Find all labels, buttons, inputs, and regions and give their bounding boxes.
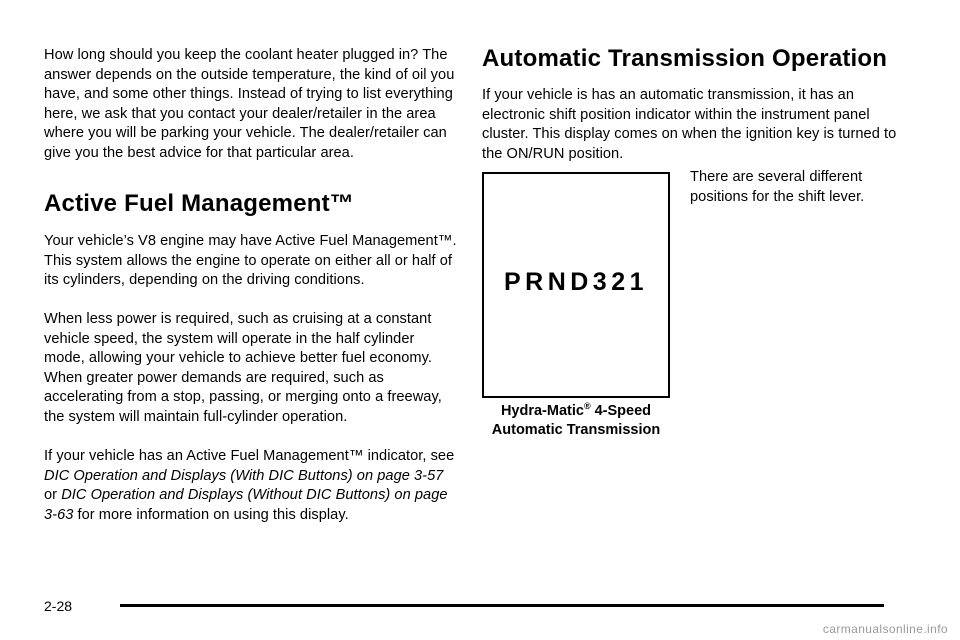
page-number: 2-28 [44, 598, 73, 614]
shift-position-indicator: PRND321 [503, 268, 649, 296]
active-fuel-management-heading: Active Fuel Management™ [44, 190, 355, 217]
caption-line-2: Automatic Transmission [491, 422, 661, 438]
shift-indicator-figure [482, 172, 670, 398]
footer-divider [120, 604, 884, 607]
afm-indicator-paragraph [44, 447, 458, 525]
transmission-intro-paragraph: If your vehicle is has an automatic transmission, it has an electronic shift position indicator within the instrument panel cluster. This display comes on when the ignition key is turned to the ON/RUN position. [482, 87, 897, 162]
afm-indicator-text-end: for more information on using this display. [73, 506, 349, 523]
watermark: carmanualsonline.info [822, 622, 948, 636]
shift-lever-paragraph: There are several different positions for the shift lever. [690, 169, 865, 205]
afm-indicator-text-start: If your vehicle has an Active Fuel Management™ indicator, see [44, 448, 455, 464]
caption-brand: Hydra-Matic [500, 403, 584, 419]
coolant-heater-paragraph: How long should you keep the coolant heater plugged in? The answer depends on the outside temperature, the kind of oil you have, and some other things. Instead of trying to list everything here, we ask that you contact your dealer/retailer in the area where you will be parking your vehicle. The dealer/retailer can give you the best advice for that particular area. [44, 47, 455, 161]
afm-operation-paragraph: When less power is required, such as cruising at a constant vehicle speed, the system will operate in the half cylinder mode, allowing your vehicle to achieve better fuel economy. When greater power demands are required, such as accelerating from a stop, passing, or merging onto a freeway, the system will maintain full-cylinder operation. [44, 311, 442, 425]
afm-indicator-text-mid: or [44, 487, 62, 503]
figure-caption [482, 402, 670, 440]
registered-mark: ® [583, 401, 591, 412]
dic-without-buttons-link[interactable]: DIC Operation and Displays (Without DIC Buttons) on page 3-63 [44, 487, 448, 523]
dic-with-buttons-link[interactable]: DIC Operation and Displays (With DIC Buttons) on page 3-57 [44, 467, 444, 484]
afm-intro-paragraph: Your vehicle’s V8 engine may have Active Fuel Management™. This system allows the engine to operate on either all or half of its cylinders, depending on the driving conditions. [44, 233, 457, 288]
caption-speed: 4-Speed [590, 403, 652, 419]
automatic-transmission-heading: Automatic Transmission Operation [482, 45, 888, 72]
